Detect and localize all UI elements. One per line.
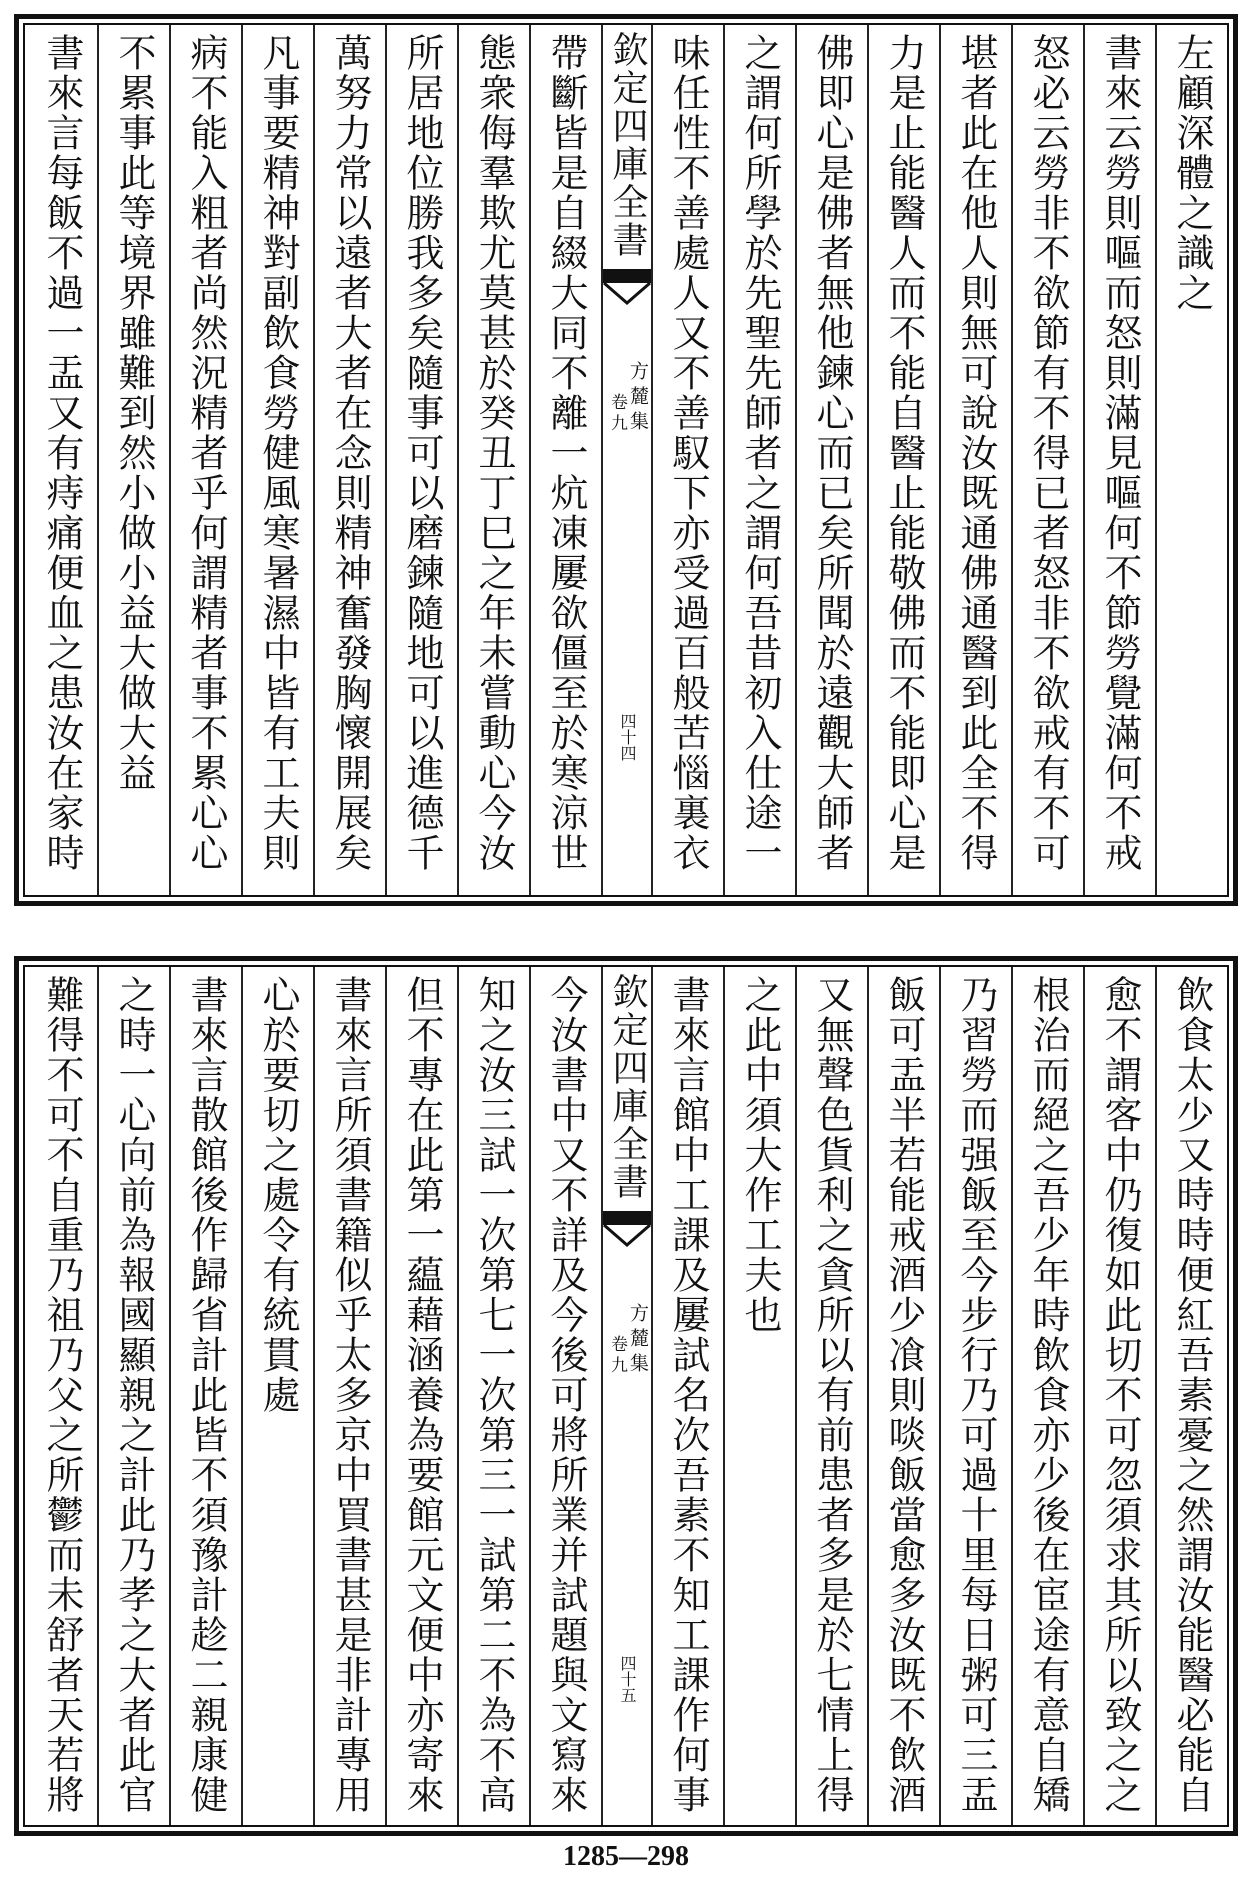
text-column: 佛即心是佛者無他鍊心而已矣所聞於遠觀大師者 [795,25,867,895]
margin-book-title: 方麓集 [627,361,649,436]
bottom-page-frame [23,965,1229,1827]
fish-tail-mark [603,269,651,309]
text-column: 書來言所須書籍似乎太多京中買書甚是非計專用 [313,967,385,1825]
text-column: 所居地位勝我多矣隨事可以磨鍊隨地可以進德千 [385,25,457,895]
margin-title: 欽定四庫全書 [607,31,648,259]
text-column: 之謂何所學於先聖先師者之謂何吾昔初入仕途一 [723,25,795,895]
text-column: 今汝書中又不詳及今後可將所業并試題與文寫來 [529,967,601,1825]
text-column: 書來言每飯不過一盂又有痔痛便血之患汝在家時 [40,33,84,873]
margin-volume: 卷九 [607,393,627,435]
text-column: 飯可盂半若能戒酒少飡則啖飯當愈多汝既不飲酒 [867,967,939,1825]
text-column: 萬努力常以遠者大者在念則精神奮發胸懷開展矣 [313,25,385,895]
margin-book-title: 方麓集 [627,1303,649,1378]
text-column: 怒必云勞非不欲節有不得已者怒非不欲戒有不可 [1011,25,1083,895]
text-column: 根治而絕之吾少年時飲食亦少後在宦途有意自矯 [1011,967,1083,1825]
page-footer-number: 1285—298 [563,1841,689,1872]
text-column: 愈不謂客中仍復如此切不可忽須求其所以致之之 [1083,967,1155,1825]
text-column: 飲食太少又時時便紅吾素憂之然謂汝能醫必能自 [1155,967,1227,1825]
margin-volume: 卷九 [607,1335,627,1377]
text-column: 知之汝三試一次第七一次第三一試第二不為不高 [457,967,529,1825]
fish-tail-mark [603,1211,651,1251]
margin-page-number: 四十五 [618,1655,637,1703]
text-column: 乃習勞而强飯至今步行乃可過十里每日粥可三盂 [939,967,1011,1825]
text-column: 味任性不善處人又不善馭下亦受過百般苦惱裏衣 [651,25,723,895]
text-column: 凡事要精神對副飲食勞健風寒暑濕中皆有工夫則 [241,25,313,895]
top-page-frame [23,23,1229,897]
text-column: 心於要切之處令有統貫處 [241,967,313,1825]
text-column: 書來言館中工課及屢試名次吾素不知工課作何事 [651,967,723,1825]
text-column: 之時一心向前為報國顯親之計此乃孝之大者此官 [97,967,169,1825]
text-column: 態衆侮羣欺尤莫甚於癸丑丁巳之年未嘗動心今汝 [457,25,529,895]
text-column: 病不能入粗者尚然況精者乎何謂精者事不累心心 [169,25,241,895]
text-column: 書來云勞則嘔而怒則滿見嘔何不節勞覺滿何不戒 [1083,25,1155,895]
top-page-panel [14,14,1238,906]
bottom-page-panel [14,956,1238,1836]
text-column: 難得不可不自重乃祖乃父之所鬱而未舒者天若將 [40,975,84,1815]
center-margin [601,967,651,1825]
text-column: 之此中須大作工夫也 [723,967,795,1825]
text-column: 但不專在此第一藴藉涵養為要館元文便中亦寄來 [385,967,457,1825]
text-column: 力是止能醫人而不能自醫止能敬佛而不能即心是 [867,25,939,895]
center-margin [601,25,651,895]
text-column: 不累事此等境界雖難到然小做小益大做大益 [97,25,169,895]
margin-title: 欽定四庫全書 [607,973,648,1201]
text-column: 帶斷皆是自綴大同不離一炕凍屢欲僵至於寒涼世 [529,25,601,895]
text-column: 又無聲色貨利之貪所以有前患者多是於七情上得 [795,967,867,1825]
text-column: 左顧深體之識之 [1155,25,1227,895]
margin-page-number: 四十四 [618,713,637,761]
text-column: 堪者此在他人則無可說汝既通佛通醫到此全不得 [939,25,1011,895]
text-column: 書來言散館後作歸省計此皆不須豫計趁二親康健 [169,967,241,1825]
